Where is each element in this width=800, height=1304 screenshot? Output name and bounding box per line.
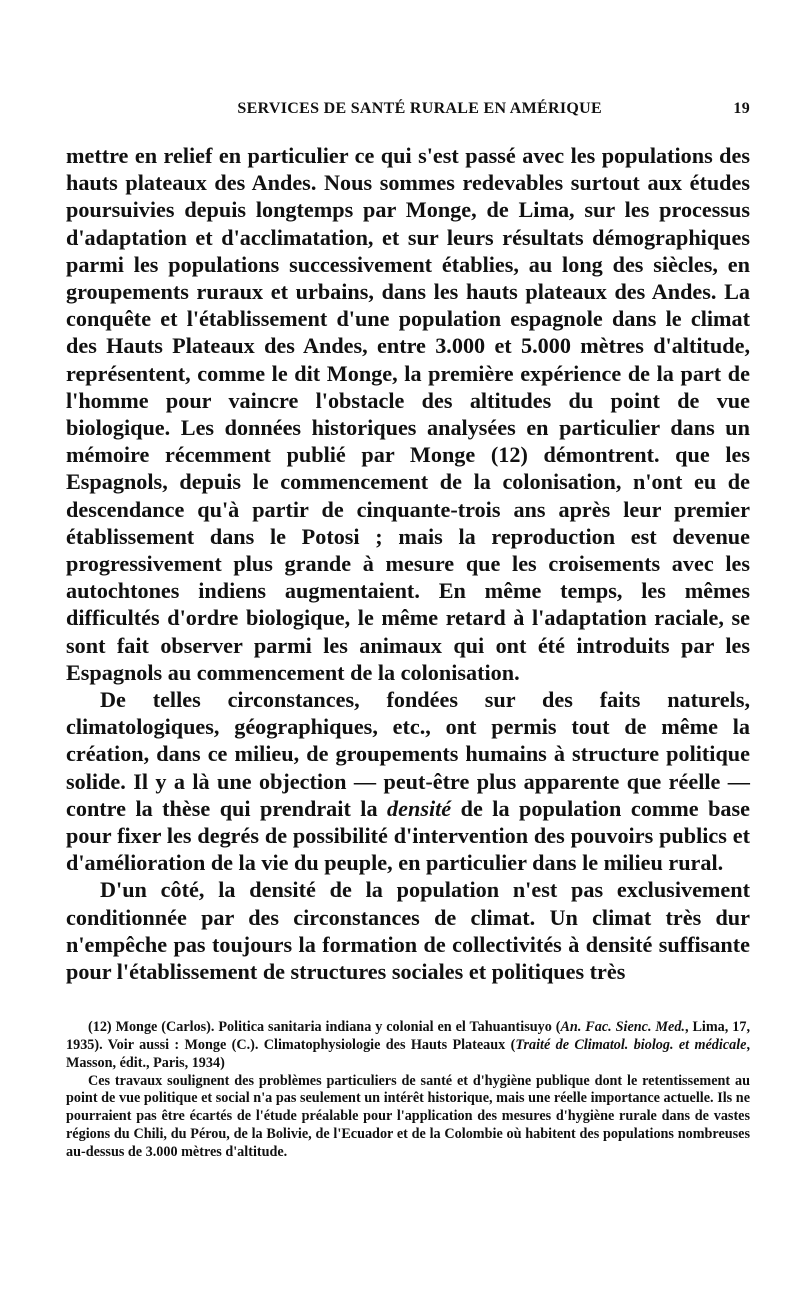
paragraph-1: mettre en relief en particulier ce qui s'est passé avec les populations des hauts plateaux des Andes. Nous sommes redevables surtout aux études poursuivies depuis longtemps par Monge, de Lima, sur les processus d'adaptation et d'acclimatation, et sur leurs résultats démographiques parmi les populations successivement établies, au long des siècles, en groupements ruraux et urbains, dans les hauts plateaux des Andes. La conquête et l'établissement d'une population espagnole dans le climat des Hauts Plateaux des Andes, entre 3.000 et 5.000 mètres d'altitude, représentent, comme le dit Monge, la première expérience de la part de l'homme pour vaincre l'obstacle des altitudes du point de vue biologique. Les données historiques analysées en particulier dans un mémoire récemment publié par Monge (12) démontrent. que les Espagnols, depuis le commencement de la colonisation, n'ont eu de descendance qu'à partir de cinquante-trois ans après leur premier établissement dans le Potosi ; mais la reproduction est devenue progressivement plus grande à mesure que les croisements avec les autochtones indiens augmentaient. En même temps, les mêmes difficultés d'ordre biologique, le même retard à l'adaptation raciale, se sont fait observer parmi les animaux qui ont été introduits par les Espagnols au commencement de la colonisation. [66,143,750,685]
body-text [66,142,750,985]
running-title: SERVICES DE SANTÉ RURALE EN AMÉRIQUE [237,100,602,117]
footnote-12-comment: Ces travaux soulignent des problèmes particuliers de santé et d'hygiène publique dont le retentissement au point de vue politique et social n'a pas seulement un intérêt historique, mais une réelle importance actuelle. Ils ne pourraient pas être écartés de l'étude préalable pour l'application des mesures d'hygiène rurale dans de vastes régions du Chili, du Pérou, de la Bolivie, de l'Ecuador et de la Colombie où habitent des populations nombreuses au-dessus de 3.000 mètres d'altitude. [66,1072,750,1160]
page-number: 19 [733,100,750,117]
paragraph-2-text-end: de la population comme base pour fixer les degrés de possibilité d'intervention des pouvoirs publics et d'amélioration de la vie du peuple, en particulier dans le milieu rural. [66,795,750,876]
footnote-12-part-a: (12) Monge (Carlos). Politica sanitaria indiana y colonial en el Tahuantisuyo ( [88,1019,561,1036]
document-page [66,100,750,1162]
footnotes [66,1019,750,1161]
running-header [66,100,750,128]
footnote-12 [66,1019,750,1072]
paragraph-2-emphasis: densité [387,795,452,821]
paragraph-2 [66,686,750,876]
footnote-12-part-b: , Lima, 17, 1935). Voir aussi : Monge (C.). Climatophysiologie des Hauts Plateaux ( [66,1019,750,1054]
paragraph-3: D'un côté, la densité de la population n'est pas exclusivement conditionnée par des circonstances de climat. Un climat très dur n'empêche pas toujours la formation de collectivités à densité suffisante pour l'établissement de structures sociales et politiques très [66,877,750,985]
footnote-12-part-c: , Masson, édit., Paris, 1934) [66,1037,750,1071]
footnote-12-book: Traité de Climatol. biolog. et médicale [515,1037,747,1054]
paragraph-2-text-start: De telles circonstances, fondées sur des faits naturels, climatologiques, géographiques, etc., ont permis tout de même la création, dans ce milieu, de groupements humains à structure politique solide. Il y a là une objection — peut-être plus apparente que réelle — contre la thèse qui prendrait la [66,687,750,821]
footnote-12-journal: An. Fac. Sienc. Med. [560,1019,685,1036]
